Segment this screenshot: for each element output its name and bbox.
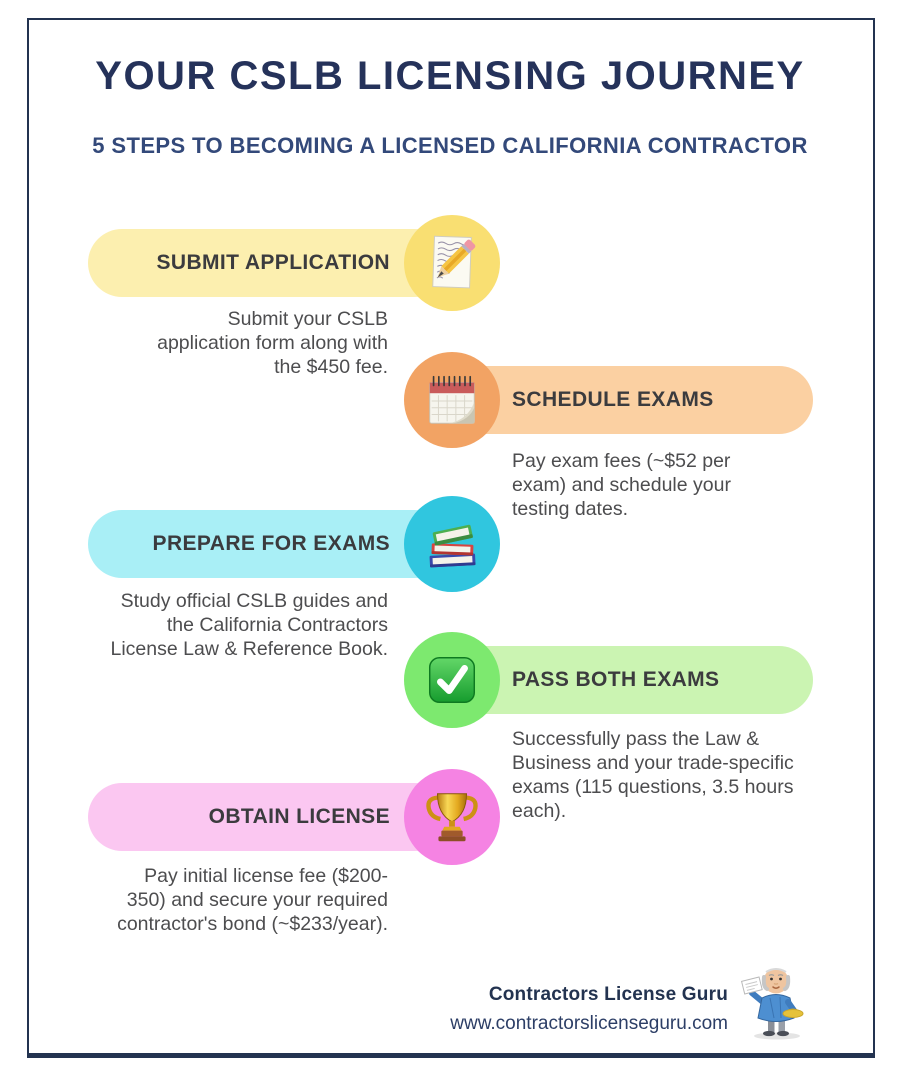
step-2-pill: [450, 366, 813, 434]
step-5-description: Pay initial license fee ($200- 350) and secure your required contractor's bond (~$233/year).: [117, 865, 388, 935]
step-2-description: Pay exam fees (~$52 per exam) and schedule your testing dates.: [512, 450, 731, 520]
step-3-pill: [88, 510, 448, 578]
footer-brand: Contractors License Guru: [488, 984, 728, 1005]
check-mark-icon: [421, 649, 483, 711]
step-3-title: PREPARE FOR EXAMS: [152, 532, 390, 555]
step-1-icon-circle: [404, 215, 500, 311]
footer: [450, 984, 728, 1035]
step-1-description: Submit your CSLB application form along with the $450 fee.: [157, 308, 388, 378]
step-2-title: SCHEDULE EXAMS: [512, 388, 714, 411]
page-title: YOUR CSLB LICENSING JOURNEY: [95, 54, 805, 98]
step-4-pill: [450, 646, 813, 714]
page-subtitle: 5 STEPS TO BECOMING A LICENSED CALIFORNIA CONTRACTOR: [92, 133, 808, 158]
step-5-pill: [88, 783, 448, 851]
step-1-pill: [88, 229, 448, 297]
step-4-title: PASS BOTH EXAMS: [512, 668, 720, 691]
step-4-description: Successfully pass the Law & Business and your trade-specific exams (115 questions, 3.5 hours each).: [512, 728, 794, 822]
spiral-calendar-icon: [421, 369, 483, 431]
step-5-title: OBTAIN LICENSE: [208, 805, 390, 828]
footer-website: www.contractorslicenseguru.com: [450, 1013, 728, 1034]
step-3-icon-circle: [404, 496, 500, 592]
step-4-icon-circle: [404, 632, 500, 728]
trophy-icon: [421, 786, 483, 848]
books-icon: [421, 513, 483, 575]
step-2-icon-circle: [404, 352, 500, 448]
memo-pencil-icon: [421, 232, 483, 294]
contractor-mascot-icon: [740, 962, 810, 1042]
step-1-title: SUBMIT APPLICATION: [156, 251, 390, 274]
step-5-icon-circle: [404, 769, 500, 865]
step-3-description: Study official CSLB guides and the California Contractors License Law & Reference Book.: [110, 590, 388, 660]
